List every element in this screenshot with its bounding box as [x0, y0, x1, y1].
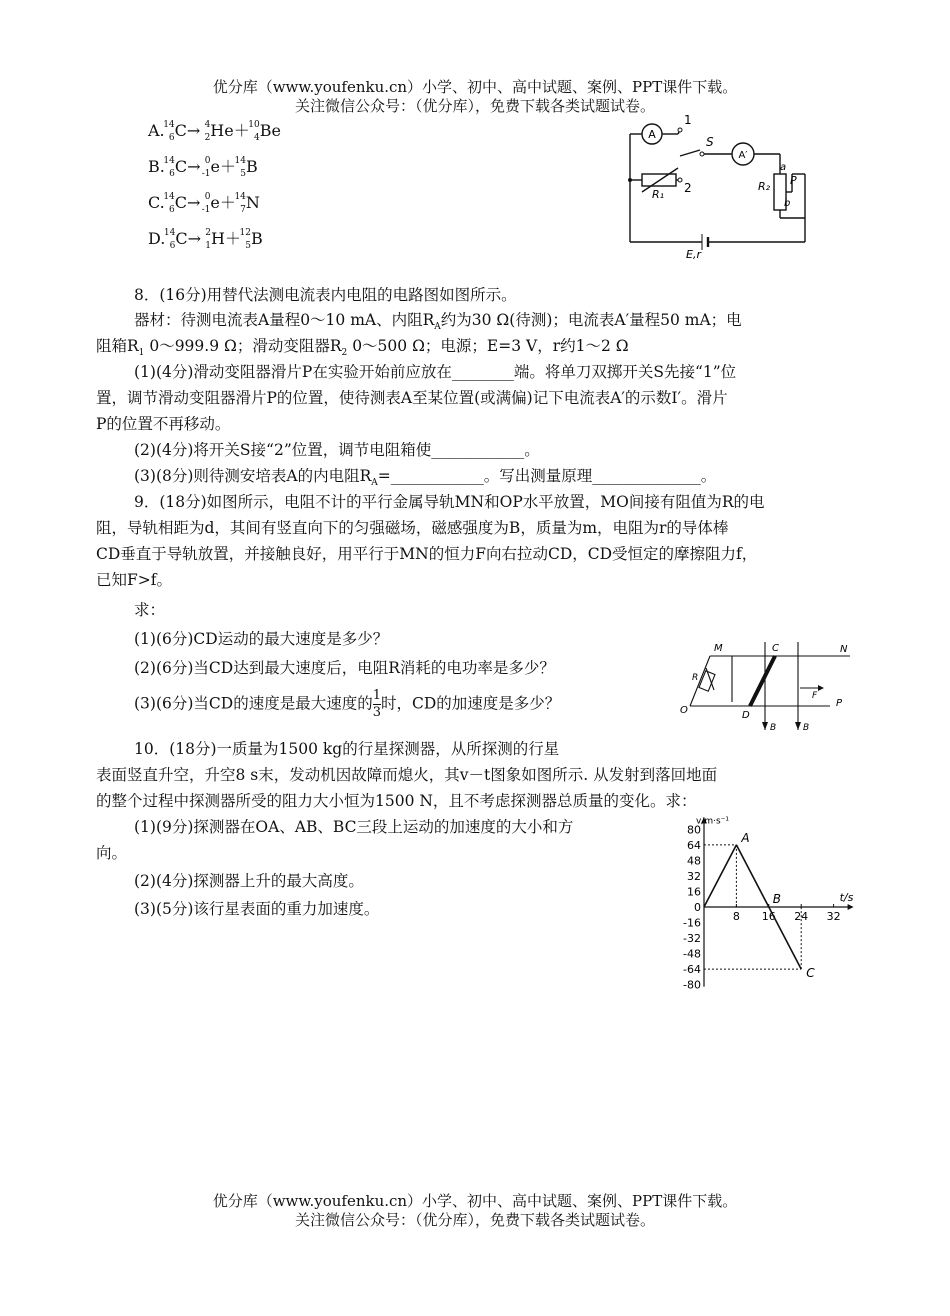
plus-sign: ＋	[224, 229, 241, 248]
mass-number: 14	[234, 191, 246, 202]
q9-line1: 9．(18分)如图所示，电阻不计的平行金属导轨MN和OP水平放置，MO间接有阻值为R的电	[134, 493, 765, 511]
q9-sub2: (2)(6分)当CD达到最大速度后，电阻R消耗的电功率是多少？	[134, 659, 555, 677]
y-tick-label: 64	[687, 838, 701, 852]
x-tick-label: 24	[794, 910, 809, 923]
q10-sub3: (3)(5分)该行星表面的重力加速度。	[134, 900, 380, 918]
reaction-arrow: →	[187, 229, 201, 248]
q8-title: 8．(16分)用替代法测电流表内电阻的电路图如图所示。	[134, 286, 517, 304]
nuclide-indices	[248, 119, 260, 143]
mass-number: 4	[204, 119, 211, 130]
element-symbol: e	[210, 157, 220, 176]
switch-pos-1-label: 1	[684, 113, 692, 127]
rod-label-d: D	[742, 710, 750, 721]
atomic-number: 6	[168, 132, 175, 143]
y-axis-label: v/m·s⁻¹	[696, 816, 730, 827]
element-symbol: C	[174, 193, 188, 212]
switch-pos-2-label: 2	[684, 181, 692, 195]
footer-line-2: 关注微信公众号：（优分库），免费下载各类试题试卷。	[294, 1211, 655, 1229]
nuclide-indices	[163, 155, 175, 179]
atomic-number: -1	[201, 168, 211, 179]
element-symbol: H	[211, 229, 225, 248]
nuclide-indices	[200, 191, 211, 215]
atomic-number: -1	[201, 204, 211, 215]
mass-number: 14	[163, 155, 175, 166]
reaction-arrow: →	[187, 193, 201, 212]
q10-line2: 表面竖直升空，升空8 s末，发动机因故障而熄火，其v－t图象如图所示. 从发射到落回地面	[96, 766, 718, 784]
element-symbol: N	[245, 193, 260, 212]
q10-line3: 的整个过程中探测器所受的阻力大小恒为1500 N，且不考虑探测器总质量的变化。求：	[96, 792, 697, 810]
nuclide-indices	[234, 155, 246, 179]
nuclide-indices	[239, 227, 251, 251]
q9-sub3: (3)(6分)当CD的速度是最大速度的 $\frac{1}{3}$ 时，CD的加速度是多少？	[134, 688, 561, 720]
rail-label-m: M	[714, 643, 723, 654]
element-symbol: B	[245, 157, 258, 176]
mass-number: 0	[204, 155, 211, 166]
q10-sub1-line2: 向。	[96, 844, 128, 862]
atomic-number: 6	[169, 168, 175, 179]
circuit-diagram	[620, 112, 815, 262]
rail-label-o: O	[680, 705, 688, 716]
plus-sign: ＋	[219, 193, 236, 212]
x-tick-label: 16	[761, 910, 776, 923]
y-tick-label: 32	[687, 869, 701, 883]
q9-sub1: (1)(6分)CD运动的最大速度是多少？	[134, 630, 389, 648]
q10-line1: 10．(18分)一质量为1500 kg的行星探测器，从所探测的行星	[134, 740, 560, 758]
mass-number: 14	[163, 227, 176, 238]
vt-chart	[668, 812, 868, 992]
element-symbol: He	[210, 121, 234, 140]
y-tick-label: -48	[683, 947, 701, 961]
element-symbol: C	[174, 157, 188, 176]
header-line-2: 关注微信公众号：（优分库），免费下载各类试题试卷。	[294, 97, 655, 115]
mass-number: 14	[234, 155, 246, 166]
rail-label-p: P	[836, 698, 843, 709]
option-a	[148, 118, 281, 141]
reaction-arrow: →	[186, 121, 201, 140]
nuclide-indices	[163, 119, 175, 143]
r2-label: R₂	[758, 180, 771, 193]
q8-step3: (3)(8分)则待测安培表A的内电阻$R_A=\_\_\_\_\_\_\_\_\_\_\_\_$。写出测量原理______________。	[134, 467, 717, 489]
atomic-number: 1	[205, 240, 211, 251]
nuclide-indices	[163, 227, 176, 251]
y-tick-label: 0	[694, 901, 701, 914]
q9-line4: 已知F>f。	[96, 571, 172, 589]
footer-line-1: 优分库（www.youfenku.cn）小学、初中、高中试题、案例、PPT课件下载。	[212, 1192, 738, 1210]
option-b	[148, 154, 258, 177]
q8-equipment-line1: 器材：待测电流表A量程0～10 mA、内阻$R_A$约为30 Ω(待测)；电流表A′量程50 mA；电	[134, 311, 742, 333]
series-segment	[704, 845, 736, 907]
option-label: C.	[148, 193, 165, 212]
element-symbol: C	[175, 229, 188, 248]
mass-number: 14	[163, 119, 175, 130]
atomic-number: 5	[245, 240, 251, 251]
atomic-number: 5	[240, 168, 246, 179]
source-er-label: E,r	[686, 248, 701, 261]
y-tick-label: 48	[687, 854, 701, 868]
q8-step1-line2: 置，调节滑动变阻器滑片P的位置，使待测表A至某位置(或满偏)记下电流表A′的示数I′。滑片	[96, 389, 728, 407]
plus-sign: ＋	[233, 121, 250, 140]
field-b-label-1: B	[770, 723, 777, 733]
resistor-r-label: R	[692, 673, 699, 683]
mass-number: 14	[163, 191, 175, 202]
reaction-arrow: →	[187, 157, 201, 176]
nuclide-indices	[163, 191, 175, 215]
y-tick-label: -64	[683, 963, 701, 977]
q10-sub2: (2)(4分)探测器上升的最大高度。	[134, 872, 364, 890]
element-symbol: Be	[259, 121, 281, 140]
x-axis-arrow	[848, 904, 854, 910]
series-segment	[736, 845, 768, 907]
x-axis-label: t/s	[839, 891, 854, 904]
nuclide-indices	[234, 191, 246, 215]
option-label: B.	[148, 157, 165, 176]
rail-label-n: N	[840, 644, 848, 655]
x-tick-label: 32	[826, 910, 841, 923]
atomic-number: 7	[240, 204, 246, 215]
nuclide-indices	[201, 227, 211, 251]
rod-label-c: C	[772, 643, 779, 654]
point-label-a: A	[741, 830, 750, 845]
y-tick-label: -80	[683, 978, 701, 992]
nuclide-indices	[201, 155, 211, 179]
field-b-label-2: B	[803, 723, 810, 733]
point-label-b: B	[772, 892, 782, 906]
q8-step2: (2)(4分)将开关S接“2”位置，调节电阻箱使____________。	[134, 441, 540, 459]
terminal-b-label: b	[784, 198, 791, 209]
q8-step1-line1: (1)(4分)滑动变阻器滑片P在实验开始前应放在________端。将单刀双掷开关S先接“1”位	[134, 363, 737, 381]
point-label-c: C	[806, 966, 815, 981]
option-c	[148, 190, 260, 213]
y-tick-label: -16	[683, 916, 701, 930]
q9-line3: CD垂直于导轨放置，并接触良好，用平行于MN的恒力F向右拉动CD，CD受恒定的摩擦阻力f，	[96, 545, 758, 563]
rails-diagram	[680, 638, 855, 733]
mass-number: 12	[239, 227, 251, 238]
fraction-one-third: $\frac{1}{3}$	[372, 688, 381, 720]
q8-step1-line3: P的位置不再移动。	[96, 415, 231, 433]
option-label: A.	[148, 121, 165, 140]
q9-ask: 求：	[134, 601, 166, 619]
atomic-number: 6	[169, 204, 175, 215]
x-tick-label: 8	[732, 910, 740, 923]
header-line-1: 优分库（www.youfenku.cn）小学、初中、高中试题、案例、PPT课件下载。	[212, 78, 738, 96]
q8-equipment-line2: 阻箱$R_1$ 0～999.9 Ω；滑动变阻器$R_2$ 0～500 Ω；电源；E=3 V，r约1～2 Ω	[96, 337, 629, 359]
y-tick-label: -32	[683, 932, 701, 946]
ammeter-a-label: A	[648, 128, 656, 141]
option-label: D.	[148, 229, 166, 248]
r1-label: R₁	[652, 188, 665, 201]
terminal-a-label: a	[780, 162, 787, 173]
plus-sign: ＋	[219, 157, 236, 176]
nuclide-indices	[200, 119, 211, 143]
force-f-label: F	[812, 691, 818, 701]
ammeter-a-prime-label: A′	[738, 150, 748, 161]
element-symbol: C	[174, 121, 187, 140]
q10-sub1-line1: (1)(9分)探测器在OA、AB、BC三段上运动的加速度的大小和方	[134, 818, 574, 836]
y-tick-label: 16	[687, 885, 701, 899]
mass-number: 10	[248, 119, 260, 130]
mass-number: 0	[204, 191, 211, 202]
option-d	[148, 226, 263, 249]
y-tick-label: 80	[687, 823, 701, 837]
element-symbol: B	[250, 229, 263, 248]
atomic-number: 6	[169, 240, 176, 251]
switch-s-label: S	[706, 135, 714, 149]
q9-line2: 阻，导轨相距为d，其间有竖直向下的匀强磁场，磁感强度为B，质量为m，电阻为r的导体棒	[96, 519, 729, 537]
atomic-number: 4	[254, 132, 260, 143]
element-symbol: e	[210, 193, 220, 212]
atomic-number: 2	[204, 132, 211, 143]
mass-number: 2	[205, 227, 211, 238]
slider-p-label: P	[790, 174, 797, 187]
